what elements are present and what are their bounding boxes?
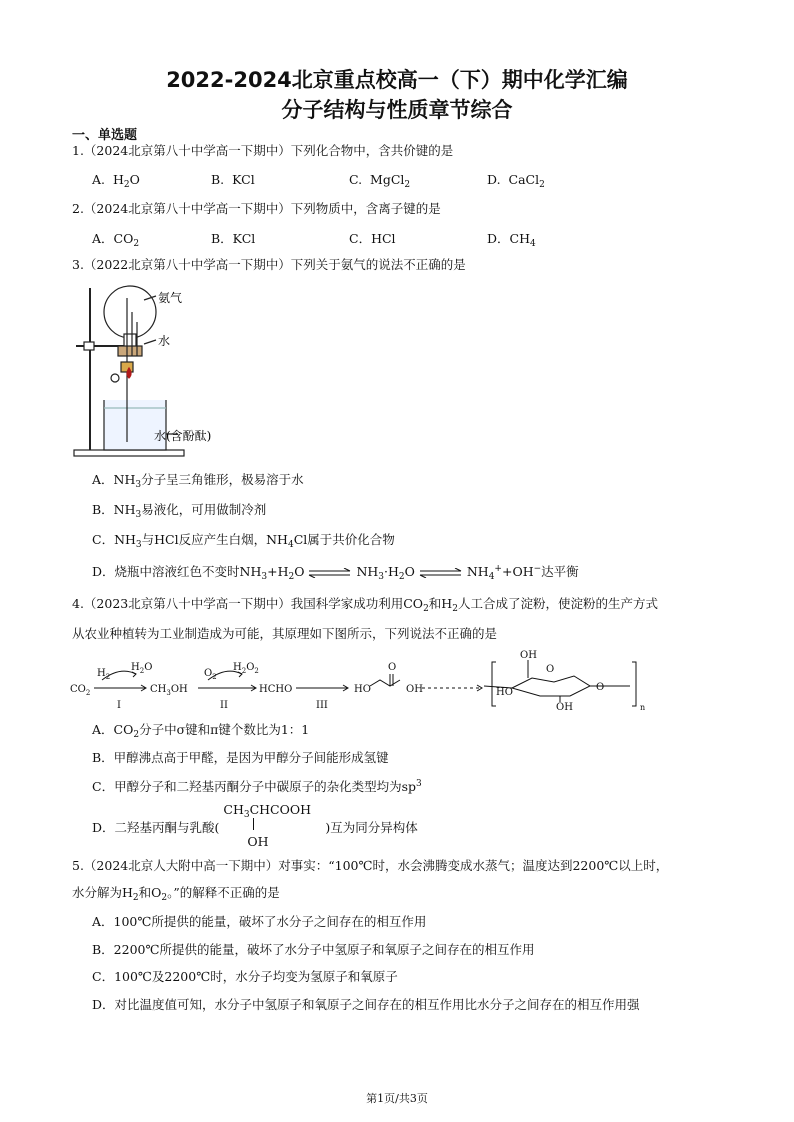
svg-text:n: n (640, 703, 646, 712)
starch-synthesis-scheme (70, 648, 730, 712)
lactic-acid-formula: $CH_3CHCOOH$ OH (223, 802, 312, 849)
q3-option-a[interactable]: A．$NH_3$分子呈三角锥形，极易溶于水 (92, 472, 304, 490)
question-5-stem-line2: 水分解为$H_2$和$O_2$。”的解释不正确的是 (72, 885, 280, 903)
svg-text:OH: OH (556, 702, 573, 712)
q4-option-a[interactable]: A．$CO_2$分子中σ键和π键个数比为1：1 (92, 722, 310, 740)
svg-text:H2: $H_2$ (97, 668, 111, 681)
q3-option-d[interactable]: D．烧瓶中溶液红色不变时$NH_3+H_2O$ $NH_3\cdot H_2O$ $NH_4^++OH^-$达平衡 (92, 564, 579, 582)
q1-option-b[interactable]: B. KCl (211, 172, 255, 187)
page-footer: 第1页/共3页 (366, 1092, 428, 1105)
svg-text:O: O (596, 682, 605, 693)
q5-option-a[interactable]: A．100℃所提供的能量，破坏了水分子之间存在的相互作用 (92, 914, 427, 929)
q5-option-d[interactable]: D．对比温度值可知，水分子中氢原子和氧原子之间存在的相互作用比水分子之间存在的相互作用强 (92, 997, 640, 1012)
question-2-stem: 2.（2024北京第八十中学高一下期中）下列物质中，含离子键的是 (72, 201, 441, 216)
q2-option-d[interactable]: D．$CH_4$ (487, 231, 536, 249)
question-4-stem-line1: 4.（2023北京第八十中学高一下期中）我国科学家成功利用$CO_2$和$H_2$人工合成了淀粉，使淀粉的生产方式 (72, 596, 658, 614)
svg-text:H2O2: $H_2O_2$ (233, 662, 259, 675)
ammonia-fountain-apparatus (70, 282, 230, 462)
q1-option-a[interactable]: A. $H_2O$ (92, 172, 140, 190)
q2-option-b[interactable]: B．KCl (211, 231, 256, 246)
q4-option-c[interactable]: C．甲醇分子和二羟基丙酮分子中碳原子的杂化类型均为$sp^3$ (92, 779, 422, 794)
svg-text:III: III (316, 700, 328, 711)
svg-text:OH: OH (520, 650, 537, 661)
label-water: 水 (158, 334, 171, 348)
stand-base (74, 450, 184, 456)
question-5-stem-line1: 5.（2024北京人大附中高一下期中）对事实：“100℃时，水会沸腾变成水蒸气；温度达到2200℃以上时， (72, 858, 669, 873)
svg-text:O: O (546, 664, 555, 675)
svg-text:I: I (117, 700, 121, 711)
equilibrium-arrow (308, 568, 352, 578)
svg-text:CO2: $CO_2$ (70, 684, 91, 697)
q2-option-c[interactable]: C．HCl (349, 231, 396, 246)
q3-option-b[interactable]: B．$NH_3$易液化，可用做制冷剂 (92, 502, 267, 520)
question-4-stem-line2: 从农业种植转为工业制造成为可能，其原理如下图所示，下列说法不正确的是 (72, 626, 498, 641)
svg-text:HO: HO (354, 684, 371, 695)
q4-option-d[interactable]: D．二羟基丙酮与乳酸( $CH_3CHCOOH$ OH )互为同分异构体 (92, 802, 418, 849)
q1-option-c[interactable]: C. MgCl$_2$ (349, 172, 411, 190)
svg-text:HO: HO (496, 687, 513, 698)
q3-option-c[interactable]: C．$NH_3$与HCl反应产生白烟，$NH_4Cl$属于共价化合物 (92, 532, 395, 550)
q5-option-b[interactable]: B．2200℃所提供的能量，破坏了水分子中氢原子和氧原子之间存在的相互作用 (92, 942, 535, 957)
q5-option-c[interactable]: C．100℃及2200℃时，水分子均变为氢原子和氧原子 (92, 969, 398, 984)
svg-text:H2O: $H_2O$ (131, 662, 153, 675)
svg-text:HCHO: HCHO (259, 684, 293, 695)
question-1-stem: 1.（2024北京第八十中学高一下期中）下列化合物中，含共价键的是 (72, 143, 454, 158)
equilibrium-arrow (419, 568, 463, 578)
page-title: 2022-2024北京重点校高一（下）期中化学汇编 (166, 68, 628, 92)
svg-text:CH3OH: $CH_3OH$ (150, 684, 188, 697)
svg-text:OH: OH (406, 684, 423, 695)
label-ammonia: 氨气 (158, 291, 183, 305)
question-3-stem: 3.（2022北京第八十中学高一下期中）下列关于氨气的说法不正确的是 (72, 257, 466, 272)
q4-option-b[interactable]: B．甲醇沸点高于甲醛，是因为甲醇分子间能形成氢键 (92, 750, 389, 765)
q2-option-a[interactable]: A．$CO_2$ (92, 231, 140, 249)
page-subtitle: 分子结构与性质章节综合 (281, 98, 513, 122)
svg-text:O: O (388, 662, 397, 673)
q1-option-d[interactable]: D. CaCl$_2$ (487, 172, 545, 190)
svg-text:O2: $O_2$ (204, 668, 217, 681)
label-beaker: 水(含酚酞) (154, 429, 212, 443)
svg-text:II: II (220, 700, 228, 711)
section-heading: 一、单选题 (72, 128, 138, 143)
